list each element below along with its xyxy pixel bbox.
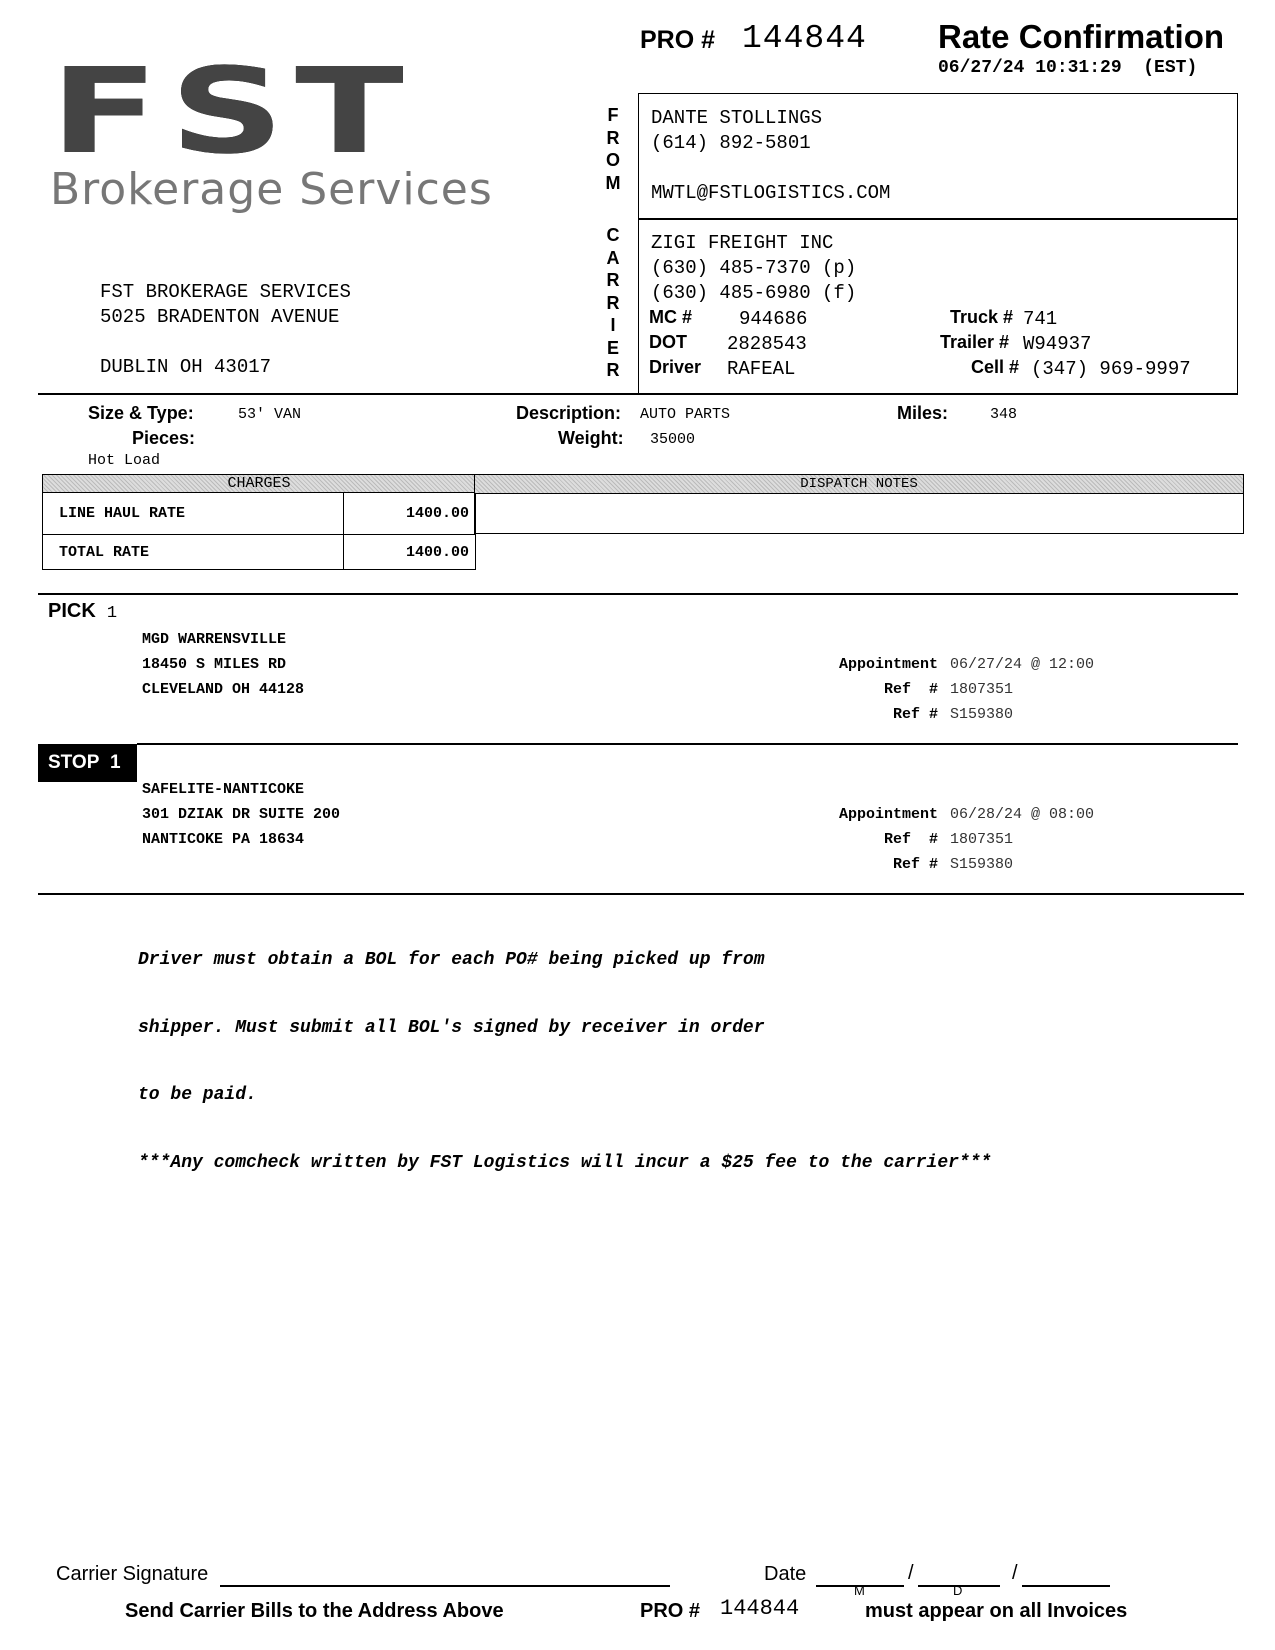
pick-appointment-values — [950, 652, 1094, 727]
note-line: shipper. Must submit all BOL's signed by receiver in order — [138, 1017, 765, 1038]
ref-label: Ref # — [892, 856, 938, 873]
stop-address — [142, 777, 340, 852]
from-contact: DANTE STOLLINGS — [651, 107, 823, 129]
charge-label: LINE HAUL RATE — [43, 493, 344, 535]
trailer-label: Trailer # — [939, 332, 1009, 352]
pick-appointment-labels — [738, 652, 938, 727]
date-separator: / — [908, 1562, 914, 1584]
broker-street: 5025 BRADENTON AVENUE — [100, 306, 340, 328]
date-month-hint: M — [854, 1583, 865, 1598]
stop-city: NANTICOKE PA 18634 — [142, 831, 305, 848]
ref-value: 1807351 — [950, 831, 1014, 848]
carrier-name: ZIGI FREIGHT INC — [651, 232, 834, 254]
carrier-details — [651, 231, 856, 306]
miles-label: Miles: — [897, 403, 949, 423]
broker-city: DUBLIN OH 43017 — [100, 356, 272, 378]
divider — [38, 393, 1238, 395]
stop-appointment-labels — [738, 802, 938, 877]
divider — [137, 743, 1238, 745]
charges-table — [42, 474, 476, 570]
table-row — [43, 535, 476, 570]
ref-label: Ref # — [892, 706, 938, 723]
pro-label: PRO # — [640, 26, 716, 54]
terms-notes — [138, 904, 991, 1197]
note-line: Driver must obtain a BOL for each PO# being picked up from — [138, 950, 765, 970]
charge-amount: 1400.00 — [343, 493, 475, 535]
cell-label: Cell # — [970, 357, 1019, 377]
pieces-label: Pieces: — [132, 428, 196, 448]
appointment-value: 06/27/24 @ 12:00 — [950, 656, 1095, 673]
carrier-vertical-label: C A R R I E R — [606, 225, 620, 380]
timezone: (EST) — [1143, 58, 1198, 78]
ref-value: S159380 — [950, 706, 1014, 723]
weight-label: Weight: — [558, 428, 624, 448]
dispatch-notes-header: DISPATCH NOTES — [475, 475, 1243, 494]
stop-appointment-values — [950, 802, 1094, 877]
description-label: Description: — [516, 403, 622, 423]
table-row — [43, 493, 476, 535]
pick-city: CLEVELAND OH 44128 — [142, 681, 305, 698]
pick-name: MGD WARRENSVILLE — [142, 631, 287, 648]
charge-label: TOTAL RATE — [43, 535, 344, 570]
carrier-id-values — [727, 307, 807, 382]
date-day-hint: D — [953, 1583, 963, 1598]
must-appear-note: must appear on all Invoices — [865, 1600, 1128, 1622]
footer-pro-label: PRO # — [640, 1600, 701, 1622]
date-separator: / — [1012, 1562, 1018, 1584]
broker-name: FST BROKERAGE SERVICES — [100, 281, 351, 303]
pick-street: 18450 S MILES RD — [142, 656, 287, 673]
broker-address — [100, 280, 351, 380]
date-year-line[interactable] — [1022, 1585, 1110, 1587]
appointment-label: Appointment — [838, 656, 938, 673]
company-logo-subtitle: Brokerage Services — [50, 164, 493, 215]
size-type-label: Size & Type: — [88, 403, 194, 423]
divider — [38, 593, 1238, 595]
driver-value: RAFEAL — [727, 358, 796, 380]
mc-label: MC # — [649, 307, 693, 327]
carrier-fax: (630) 485-6980 (f) — [651, 282, 857, 304]
note-line: to be paid. — [138, 1085, 257, 1105]
trailer-value: W94937 — [1023, 333, 1092, 355]
date-label: Date — [764, 1563, 807, 1585]
size-type-value: 53' VAN — [238, 406, 302, 423]
dot-label: DOT — [649, 332, 687, 352]
pro-number: 144844 — [742, 20, 867, 57]
carrier-id-labels — [649, 305, 701, 380]
appointment-label: Appointment — [838, 806, 938, 823]
datetime-value: 06/27/24 10:31:29 — [938, 58, 1122, 78]
from-vertical-label: F R O M — [605, 105, 621, 193]
stop-name: SAFELITE-NANTICOKE — [142, 781, 305, 798]
send-bills-note: Send Carrier Bills to the Address Above — [125, 1600, 504, 1622]
appointment-value: 06/28/24 @ 08:00 — [950, 806, 1095, 823]
from-phone: (614) 892-5801 — [651, 132, 811, 154]
ref-label: Ref # — [883, 831, 938, 848]
carrier-phone: (630) 485-7370 (p) — [651, 257, 857, 279]
description-value: AUTO PARTS — [640, 406, 731, 423]
truck-value: 741 — [1023, 308, 1058, 330]
ref-label: Ref # — [883, 681, 938, 698]
equipment-values — [1023, 307, 1191, 382]
cell-value: (347) 969-9997 — [1031, 358, 1191, 380]
document-datetime — [938, 58, 1197, 78]
divider — [38, 893, 1244, 895]
note-line: ***Any comcheck written by FST Logistics will incur a $25 fee to the carrier*** — [138, 1152, 992, 1173]
from-email: MWTL@FSTLOGISTICS.COM — [651, 182, 891, 204]
dot-value: 2828543 — [727, 333, 807, 355]
carrier-box — [638, 218, 1238, 394]
driver-label: Driver — [649, 357, 702, 377]
pick-address — [142, 627, 304, 702]
from-details — [651, 106, 890, 206]
hot-load-flag: Hot Load — [88, 452, 161, 469]
company-logo: FST — [50, 42, 415, 180]
miles-value: 348 — [990, 406, 1018, 423]
weight-value: 35000 — [650, 431, 696, 448]
signature-label: Carrier Signature — [56, 1563, 209, 1585]
pick-section-label: PICK 1 — [48, 600, 118, 623]
ref-value: 1807351 — [950, 681, 1014, 698]
equipment-labels — [909, 305, 1019, 380]
charge-amount: 1400.00 — [343, 535, 475, 570]
signature-line[interactable] — [220, 1585, 670, 1587]
truck-label: Truck # — [949, 307, 1013, 327]
footer-pro-number: 144844 — [720, 1596, 800, 1621]
stop-street: 301 DZIAK DR SUITE 200 — [142, 806, 341, 823]
page-title: Rate Confirmation — [938, 18, 1225, 55]
ref-value: S159380 — [950, 856, 1014, 873]
charges-header: CHARGES — [43, 475, 476, 493]
mc-value: 944686 — [739, 308, 808, 330]
stop-section-badge: STOP 1 — [38, 744, 137, 782]
from-box — [638, 93, 1238, 220]
dispatch-notes-box — [474, 474, 1244, 534]
